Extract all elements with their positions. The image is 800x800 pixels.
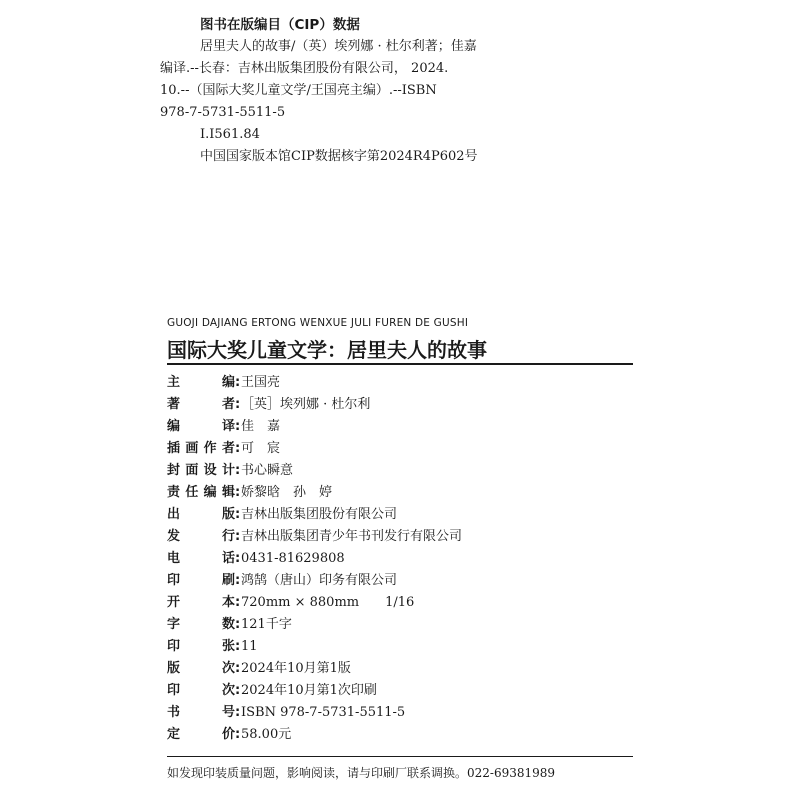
info-row-author: 著者:［英］埃列娜 · 杜尔利 xyxy=(167,394,370,416)
info-row-illustrator: 插画作者:可 宸 xyxy=(167,438,280,460)
info-value: ［英］埃列娜 · 杜尔利 xyxy=(241,397,371,412)
info-value: 0431-81629808 xyxy=(241,551,345,566)
info-value: 吉林出版集团股份有限公司 xyxy=(241,507,398,522)
info-row-editor: 责任编辑:娇黎晗 孙 婷 xyxy=(167,482,332,504)
cip-line: 编译.--长春：吉林出版集团股份有限公司， 2024. xyxy=(160,61,449,76)
info-row-printing: 印次:2024年10月第1次印刷 xyxy=(167,680,377,702)
info-value: 鸿鹄（唐山）印务有限公司 xyxy=(241,573,398,588)
info-value: 王国亮 xyxy=(241,375,281,390)
info-label: 责任编辑 xyxy=(167,485,235,500)
info-label: 定价 xyxy=(167,727,235,742)
cip-line: 10.--（国际大奖儿童文学/王国亮主编）.--ISBN xyxy=(160,83,437,98)
info-label: 封面设计 xyxy=(167,463,235,478)
info-row-price: 定价:58.00元 xyxy=(167,724,291,746)
info-value: 佳 嘉 xyxy=(241,419,281,434)
info-value: 可 宸 xyxy=(241,441,281,456)
cip-line: 居里夫人的故事/（英）埃列娜 · 杜尔利著；佳嘉 xyxy=(200,39,477,54)
info-label: 著者 xyxy=(167,397,235,412)
info-value: 11 xyxy=(241,639,258,654)
quality-notice: 如发现印装质量问题，影响阅读，请与印刷厂联系调换。022-69381989 xyxy=(167,766,556,780)
info-label: 印刷 xyxy=(167,573,235,588)
info-row-cover-design: 封面设计:书心瞬意 xyxy=(167,460,293,482)
info-value: 书心瞬意 xyxy=(241,463,294,478)
info-label: 字数 xyxy=(167,617,235,632)
info-value: 吉林出版集团青少年书刊发行有限公司 xyxy=(241,529,463,544)
series-pinyin: GUOJI DAJIANG ERTONG WENXUE JULI FUREN DE GUSHI xyxy=(167,317,469,329)
info-label: 书号 xyxy=(167,705,235,720)
title-divider xyxy=(167,363,633,365)
info-row-edition: 版次:2024年10月第1版 xyxy=(167,658,351,680)
book-title: 国际大奖儿童文学：居里夫人的故事 xyxy=(167,338,487,362)
info-label: 印次 xyxy=(167,683,235,698)
info-row-publisher: 出版:吉林出版集团股份有限公司 xyxy=(167,504,397,526)
info-value: 720mm × 880mm 1/16 xyxy=(241,595,415,610)
info-value: 娇黎晗 孙 婷 xyxy=(241,485,333,500)
info-value: ISBN 978-7-5731-5511-5 xyxy=(241,705,406,720)
info-row-printer: 印刷:鸿鹄（唐山）印务有限公司 xyxy=(167,570,397,592)
info-label: 印张 xyxy=(167,639,235,654)
info-row-distributor: 发行:吉林出版集团青少年书刊发行有限公司 xyxy=(167,526,462,548)
info-label: 主编 xyxy=(167,375,235,390)
info-row-phone: 电话:0431-81629808 xyxy=(167,548,345,570)
info-row-sheets: 印张:11 xyxy=(167,636,258,658)
info-label: 开本 xyxy=(167,595,235,610)
cip-heading: 图书在版编目（CIP）数据 xyxy=(200,17,360,33)
info-label: 插画作者 xyxy=(167,441,235,456)
cip-line: Ⅰ.I561.84 xyxy=(200,127,260,142)
info-label: 编译 xyxy=(167,419,235,434)
info-label: 版次 xyxy=(167,661,235,676)
info-label: 发行 xyxy=(167,529,235,544)
info-row-translator: 编译:佳 嘉 xyxy=(167,416,280,438)
info-row-editor-in-chief: 主编:王国亮 xyxy=(167,372,280,394)
info-value: 2024年10月第1版 xyxy=(241,661,351,676)
info-value: 121千字 xyxy=(241,617,292,632)
info-row-isbn: 书号:ISBN 978-7-5731-5511-5 xyxy=(167,702,405,724)
info-value: 58.00元 xyxy=(241,727,292,742)
info-label: 电话 xyxy=(167,551,235,566)
cip-line: 978-7-5731-5511-5 xyxy=(160,105,286,120)
info-row-word-count: 字数:121千字 xyxy=(167,614,292,636)
info-row-format: 开本:720mm × 880mm 1/16 xyxy=(167,592,414,614)
footer-divider xyxy=(167,756,633,757)
info-label: 出版 xyxy=(167,507,235,522)
cip-line: 中国国家版本馆CIP数据核字第2024R4P602号 xyxy=(200,149,478,164)
info-value: 2024年10月第1次印刷 xyxy=(241,683,377,698)
